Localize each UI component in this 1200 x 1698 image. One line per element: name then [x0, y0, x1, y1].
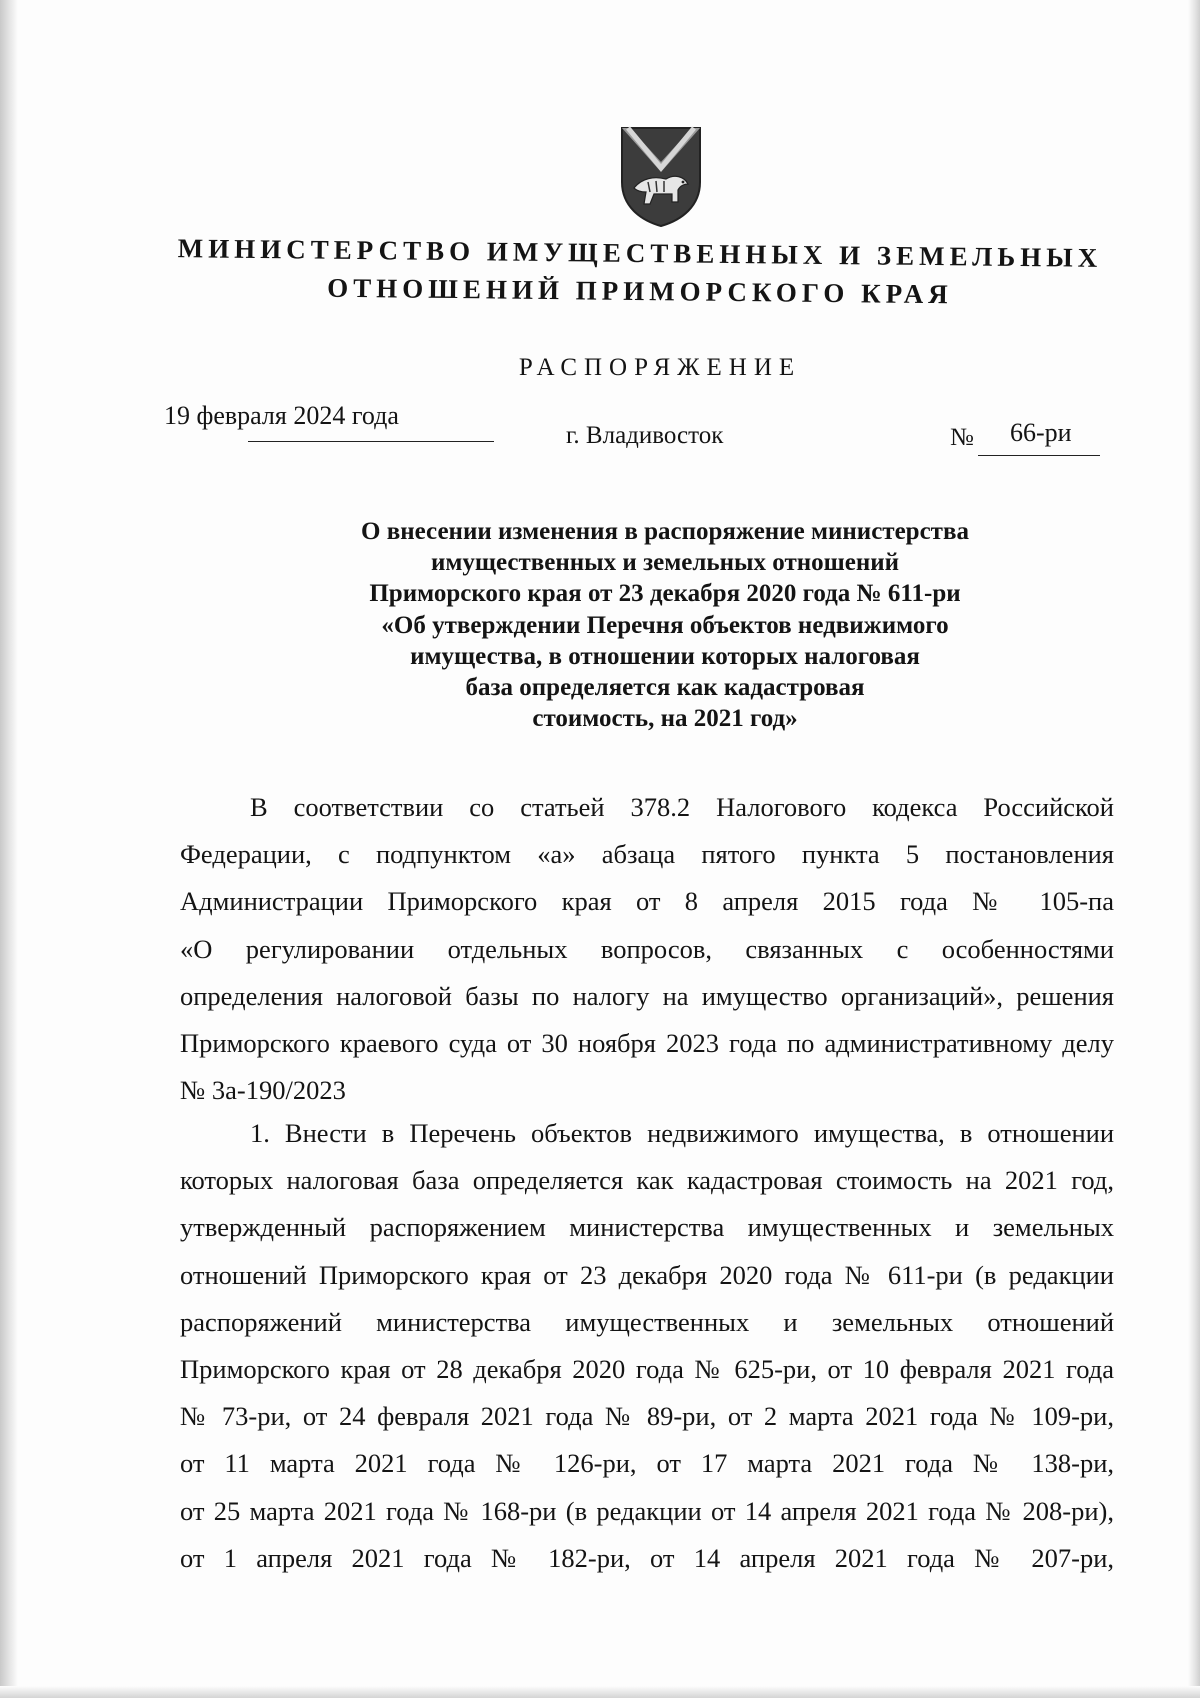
- body-line: определения налоговой базы по налогу на имущество организаций», решения: [180, 980, 1114, 1011]
- body-line: № 73-ри, от 24 февраля 2021 года № 89-ри, от 2 марта 2021 года № 109-ри,: [180, 1401, 1114, 1432]
- document-type: РАСПОРЯЖЕНИЕ: [518, 354, 802, 381]
- body-line: отношений Приморского края от 23 декабря 2020 года № 611-ри (в редакции: [180, 1259, 1114, 1290]
- title-line: база определяется как кадастровая: [465, 674, 865, 702]
- document-date: 19 февраля 2024 года: [164, 401, 399, 430]
- title-line: стоимость, на 2021 год»: [532, 705, 798, 733]
- document-city: г. Владивосток: [566, 422, 724, 449]
- body-line: «О регулировании отдельных вопросов, связанных с особенностями: [180, 933, 1114, 964]
- body-line: от 11 марта 2021 года № 126-ри, от 17 марта 2021 года № 138-ри,: [180, 1448, 1114, 1479]
- document-title: [300, 516, 1030, 734]
- body-line: 1. Внести в Перечень объектов недвижимого имущества, в отношении: [250, 1118, 1114, 1148]
- date-underline: [248, 441, 494, 442]
- number-sign: №: [950, 424, 974, 451]
- scan-left-edge: [0, 0, 18, 1698]
- title-line: имущественных и земельных отношений: [430, 549, 900, 577]
- body-line: от 25 марта 2021 года № 168-ри (в редакции от 14 апреля 2021 года № 208-ри),: [180, 1495, 1114, 1526]
- title-line: «Об утверждении Перечня объектов недвижимого: [381, 611, 949, 639]
- body-line: распоряжений министерства имущественных и земельных отношений: [180, 1306, 1114, 1337]
- body-line: утвержденный распоряжением министерства имущественных и земельных: [180, 1212, 1114, 1243]
- title-line: О внесении изменения в распоряжение министерства: [361, 518, 969, 545]
- body-line: Приморского края от 28 декабря 2020 года № 625-ри, от 10 февраля 2021 года: [180, 1354, 1114, 1385]
- body-line: которых налоговая база определяется как кадастровая стоимость на 2021 год,: [180, 1165, 1114, 1196]
- coat-of-arms-icon: [614, 124, 708, 228]
- body-line: Приморского краевого суда от 30 ноября 2023 года по административному делу: [180, 1028, 1114, 1059]
- ministry-name-line1: МИНИСТЕРСТВО ИМУЩЕСТВЕННЫХ И ЗЕМЕЛЬНЫХ: [177, 233, 1103, 273]
- scan-right-edge: [1188, 0, 1200, 1698]
- body-line: Федерации, с подпунктом «а» абзаца пятого пункта 5 постановления: [180, 839, 1114, 870]
- number-underline: [978, 455, 1100, 456]
- ministry-name-line2: ОТНОШЕНИЙ ПРИМОРСКОГО КРАЯ: [327, 272, 953, 310]
- title-line: Приморского края от 23 декабря 2020 года № 611-ри: [369, 580, 961, 608]
- scan-bottom-edge: [0, 1686, 1200, 1698]
- item-1-paragraph: [180, 1110, 1114, 1582]
- body-line: от 1 апреля 2021 года № 182-ри, от 14 апреля 2021 года № 207-ри,: [180, 1542, 1114, 1573]
- body-line: Администрации Приморского края от 8 апреля 2015 года № 105-па: [180, 886, 1114, 917]
- body-line: № 3а-190/2023: [180, 1075, 346, 1106]
- preamble-paragraph: [180, 784, 1114, 1114]
- body-line: В соответствии со статьей 378.2 Налогового кодекса Российской: [250, 792, 1114, 822]
- title-line: имущества, в отношении которых налоговая: [410, 642, 920, 670]
- document-number: 66-ри: [1010, 418, 1072, 447]
